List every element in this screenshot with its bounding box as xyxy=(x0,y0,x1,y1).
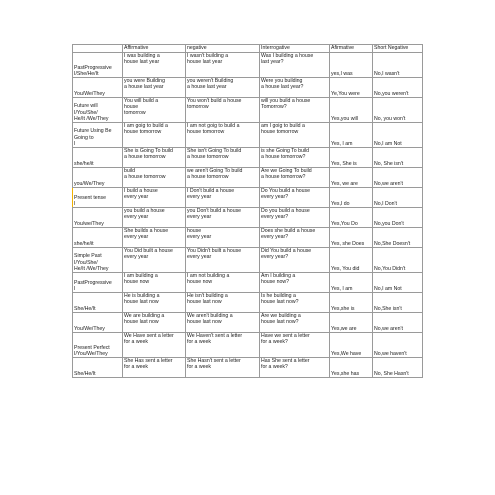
affirmative-cell: She builds a house every year xyxy=(123,228,186,248)
interrogative-cell: am I goig to build a house tomorrow xyxy=(260,123,330,148)
affirmative-cell: We are building a house last now xyxy=(123,313,186,333)
subject-cell: You/We/They xyxy=(73,78,123,98)
short-affirmative-cell: Yes,you will xyxy=(330,98,373,123)
header-cell: Afirmative xyxy=(330,45,373,53)
affirmative-cell: you build a house every year xyxy=(123,208,186,228)
short-affirmative-cell: Yes, She is xyxy=(330,148,373,168)
table-row xyxy=(73,313,423,333)
affirmative-cell: He is building a house last now xyxy=(123,293,186,313)
negative-cell: You Didn't built a house every year xyxy=(186,248,260,273)
table-row xyxy=(73,248,423,273)
subject-cell: Present Perfect I/You/We/They xyxy=(73,333,123,358)
affirmative-cell: I am goig to build a house tomorrow xyxy=(123,123,186,148)
negative-cell: you Don't build a house every year xyxy=(186,208,260,228)
affirmative-cell: We Have sent a letter for a week xyxy=(123,333,186,358)
short-negative-cell: No,She Doesn't xyxy=(373,228,423,248)
short-affirmative-cell: Yes, I am xyxy=(330,273,373,293)
short-negative-cell: No, you won't xyxy=(373,98,423,123)
subject-cell: Future Using Be Going to I xyxy=(73,123,123,148)
short-negative-cell: No,we haven't xyxy=(373,333,423,358)
short-negative-cell: No,you weren't xyxy=(373,78,423,98)
affirmative-cell: build a house tomorrow xyxy=(123,168,186,188)
negative-cell: house every year xyxy=(186,228,260,248)
short-negative-cell: No,we aren't xyxy=(373,313,423,333)
table-row xyxy=(73,168,423,188)
subject-cell: Simple Past I/You/She/ He/It /We/They xyxy=(73,248,123,273)
subject-cell: You/We/They xyxy=(73,313,123,333)
short-affirmative-cell: Yes, You did xyxy=(330,248,373,273)
short-affirmative-cell: Yes, we are xyxy=(330,168,373,188)
subject-cell: you/We/They xyxy=(73,168,123,188)
interrogative-cell: Is he building a house last now? xyxy=(260,293,330,313)
short-negative-cell: No, She Hasn't xyxy=(373,358,423,378)
negative-cell: you weren't Building a house last year xyxy=(186,78,260,98)
short-negative-cell: No,you Don't xyxy=(373,208,423,228)
negative-cell: We aren't building a house last now xyxy=(186,313,260,333)
affirmative-cell: you were Building a house last year xyxy=(123,78,186,98)
subject-cell: she/he/it xyxy=(73,228,123,248)
short-affirmative-cell: Yes, I am xyxy=(330,123,373,148)
interrogative-cell: will you build a house Tomorrow? xyxy=(260,98,330,123)
short-negative-cell: No,I am Not xyxy=(373,123,423,148)
short-negative-cell: No,we aren't xyxy=(373,168,423,188)
affirmative-cell: I am building a house now xyxy=(123,273,186,293)
short-affirmative-cell: yes,I was xyxy=(330,53,373,78)
negative-cell: We Haven't sent a letter for a week xyxy=(186,333,260,358)
table-row xyxy=(73,273,423,293)
short-negative-cell: No,I wasn't xyxy=(373,53,423,78)
grammar-table xyxy=(72,44,423,378)
subject-cell: She/He/It xyxy=(73,358,123,378)
short-affirmative-cell: Yes,You Do xyxy=(330,208,373,228)
header-cell: Short Negative xyxy=(373,45,423,53)
negative-cell: He isn't building a house last now xyxy=(186,293,260,313)
subject-cell: she/he/it xyxy=(73,148,123,168)
interrogative-cell: Are we building a house last now? xyxy=(260,313,330,333)
short-affirmative-cell: Yes, she Does xyxy=(330,228,373,248)
table-row xyxy=(73,358,423,378)
interrogative-cell: Were you building a house last year? xyxy=(260,78,330,98)
affirmative-cell: You will build a house tomorrow xyxy=(123,98,186,123)
affirmative-cell: I build a house every year xyxy=(123,188,186,208)
negative-cell: I wasn't building a house last year xyxy=(186,53,260,78)
interrogative-cell: Was I building a house last year? xyxy=(260,53,330,78)
negative-cell: I Don't build a house every year xyxy=(186,188,260,208)
table-row xyxy=(73,333,423,358)
interrogative-cell: Am I building a house now? xyxy=(260,273,330,293)
interrogative-cell: Do you build a house every year? xyxy=(260,208,330,228)
subject-cell: You/we/They xyxy=(73,208,123,228)
interrogative-cell: Are we Going To build a house tomorrow? xyxy=(260,168,330,188)
header-cell xyxy=(73,45,123,53)
short-negative-cell: No,I am Not xyxy=(373,273,423,293)
interrogative-cell: Has She sent a letter for a week? xyxy=(260,358,330,378)
short-affirmative-cell: Yes,I do xyxy=(330,188,373,208)
short-affirmative-cell: Yes,we are xyxy=(330,313,373,333)
table-row xyxy=(73,148,423,168)
negative-cell: I am not goig to build a house tomorrow xyxy=(186,123,260,148)
table-row xyxy=(73,123,423,148)
header-cell: Affirmative xyxy=(123,45,186,53)
negative-cell: we aren't Going To build a house tomorrow xyxy=(186,168,260,188)
short-negative-cell: No,She isn't xyxy=(373,293,423,313)
negative-cell: She isn't Going To build a house tomorrow xyxy=(186,148,260,168)
subject-cell: PastProgressive I/She/He/It xyxy=(73,53,123,78)
header-cell: negative xyxy=(186,45,260,53)
table-row xyxy=(73,53,423,78)
short-affirmative-cell: Yes,We have xyxy=(330,333,373,358)
negative-cell: She Hasn't sent a letter for a week xyxy=(186,358,260,378)
table-row xyxy=(73,78,423,98)
table-row xyxy=(73,228,423,248)
subject-cell: Present tense I xyxy=(73,188,123,208)
header-row xyxy=(73,45,423,53)
negative-cell: I am not building a house now xyxy=(186,273,260,293)
header-cell: Interrogative xyxy=(260,45,330,53)
short-negative-cell: No, She isn't xyxy=(373,148,423,168)
interrogative-cell: Does she build a house every year? xyxy=(260,228,330,248)
table-row xyxy=(73,293,423,313)
affirmative-cell: She is Going To build a house tomorrow xyxy=(123,148,186,168)
subject-cell: Future will I/You/She/ He/It /We/They xyxy=(73,98,123,123)
interrogative-cell: Did You build a house every year? xyxy=(260,248,330,273)
short-affirmative-cell: Yes,she has xyxy=(330,358,373,378)
affirmative-cell: You Did built a house every year xyxy=(123,248,186,273)
table-row xyxy=(73,208,423,228)
interrogative-cell: Have we sent a letter for a week? xyxy=(260,333,330,358)
negative-cell: You won't build a house tomorrow xyxy=(186,98,260,123)
subject-cell: PastProgressive I xyxy=(73,273,123,293)
short-affirmative-cell: Ye,You were xyxy=(330,78,373,98)
interrogative-cell: is she Going To build a house tomorrow? xyxy=(260,148,330,168)
short-negative-cell: No,You Didn't xyxy=(373,248,423,273)
subject-cell: She/He/It xyxy=(73,293,123,313)
table-row xyxy=(73,98,423,123)
affirmative-cell: She Has sent a letter for a week xyxy=(123,358,186,378)
table-row xyxy=(73,188,423,208)
short-affirmative-cell: Yes,she is xyxy=(330,293,373,313)
affirmative-cell: I was building a house last year xyxy=(123,53,186,78)
interrogative-cell: Do You build a house every year? xyxy=(260,188,330,208)
short-negative-cell: No,I Don't xyxy=(373,188,423,208)
